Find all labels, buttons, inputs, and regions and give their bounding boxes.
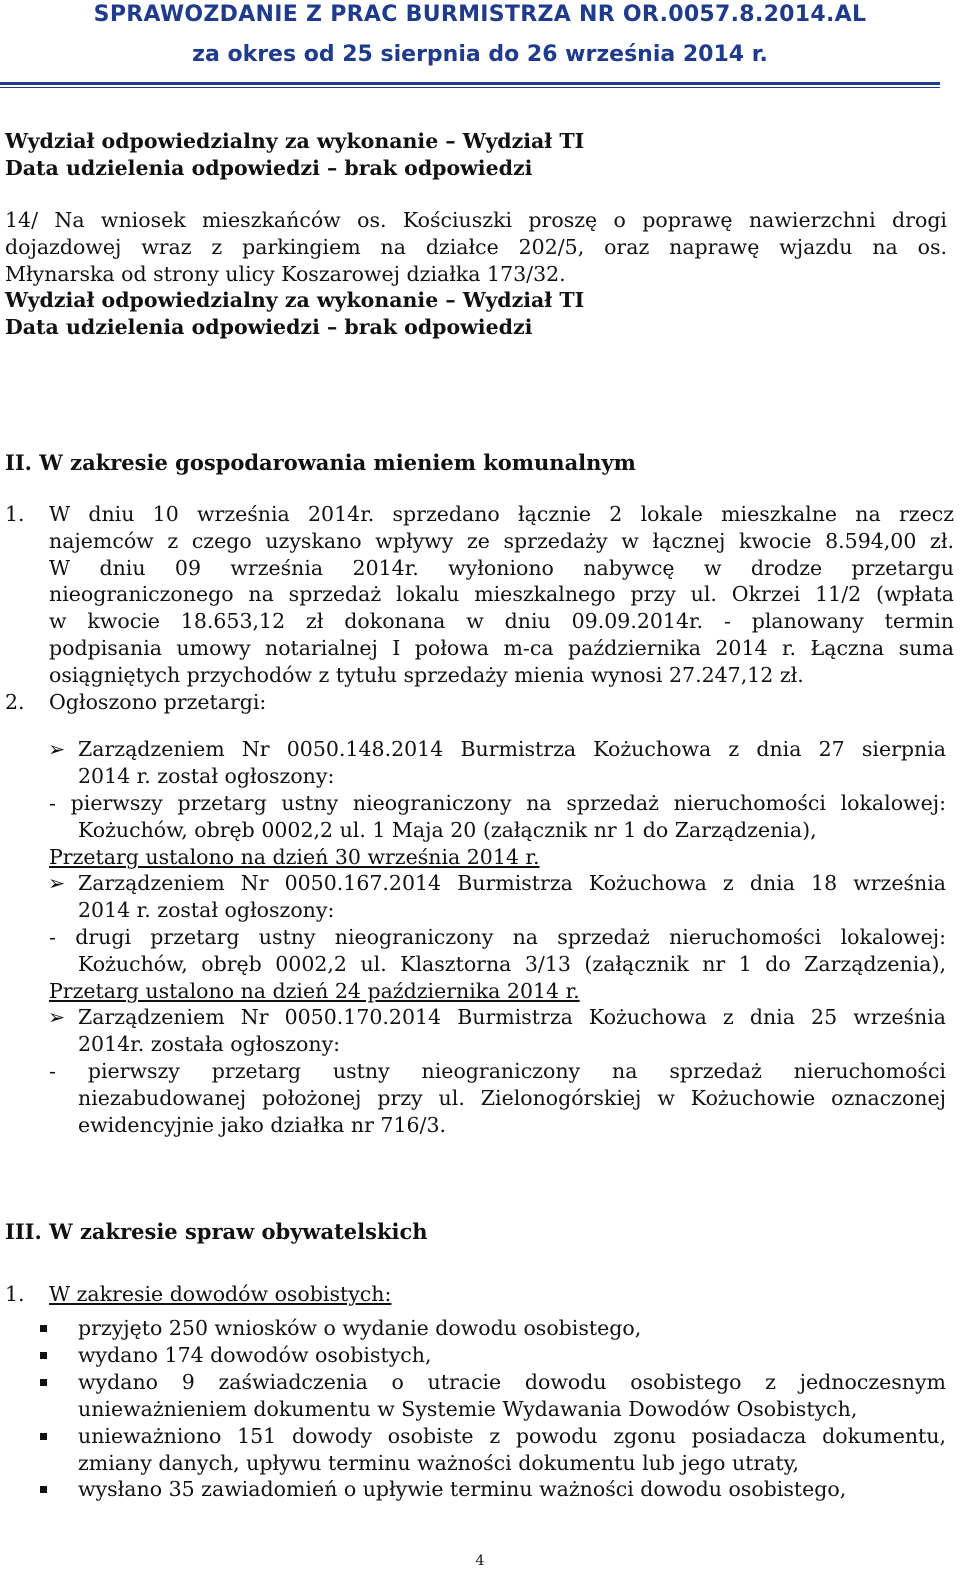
paragraph-line: w kwocie 18.653,12 zł dokonana w dniu 09.09.2014r. - planowany termin [49, 609, 954, 634]
announcement-line: Zarządzeniem Nr 0050.167.2014 Burmistrza Kożuchowa z dnia 18 września [78, 871, 946, 895]
paragraph-text: Ogłoszono przetargi: [49, 690, 267, 714]
square-bullet-icon [40, 1486, 47, 1493]
list-item-text: wydano 9 zaświadczenia o utracie dowodu osobistego z jednoczesnym [78, 1370, 946, 1394]
square-bullet-icon [40, 1325, 47, 1332]
announcement-line: 2014 r. został ogłoszony: [78, 764, 335, 788]
tender-description: Kożuchów, obręb 0002,2 ul. Klasztorna 3/13 (załącznik nr 1 do Zarządzenia), [78, 952, 946, 976]
report-period: za okres od 25 sierpnia do 26 września 2014 r. [192, 42, 768, 67]
tender-description: - pierwszy przetarg ustny nieograniczony na sprzedaż nieruchomości lokalowej: [49, 791, 946, 815]
tender-announcement [0, 870, 950, 1005]
tender-description: niezabudowanej położonej przy ul. Zielonogórskiej w Kożuchowie oznaczonej [78, 1086, 946, 1110]
paragraph-line: W dniu 09 września 2014r. wyłoniono nabywcę w drodze przetargu [49, 555, 954, 580]
paragraph-line: nieograniczonego na sprzedaż lokalu mieszkalnego przy ul. Okrzei 11/2 (wpłata [49, 582, 954, 607]
paragraph-text [49, 501, 954, 689]
answer-date: Data udzielenia odpowiedzi – brak odpowiedzi [5, 315, 533, 340]
list-item-text: unieważniono 151 dowody osobiste z powodu zgonu posiadacza dokumentu, [78, 1424, 946, 1448]
paragraph-line: W dniu 10 września 2014r. sprzedano łącznie 2 lokale mieszkalne na rzecz [49, 502, 954, 526]
list-item [0, 1315, 950, 1342]
square-bullet-icon [40, 1379, 47, 1386]
tender-announcement [0, 736, 950, 871]
paragraph-title: W zakresie dowodów osobistych: [49, 1282, 392, 1306]
paragraph-number: 1. [5, 502, 25, 526]
header-rule-thick [0, 82, 940, 85]
request-line: 14/ Na wniosek mieszkańców os. Kościuszki proszę o poprawę nawierzchni drogi [5, 208, 947, 232]
paragraph-line: osiągniętych przychodów z tytułu sprzedaży mienia wynosi 27.247,12 zł. [49, 662, 804, 687]
report-title: SPRAWOZDANIE Z PRAC BURMISTRZA NR OR.0057.8.2014.AL [93, 2, 867, 27]
numbered-paragraph-1 [5, 501, 954, 691]
list-item-text: unieważnieniem dokumentu w Systemie Wydawania Dowodów Osobistych, [78, 1397, 858, 1421]
tender-description: - drugi przetarg ustny nieograniczony na sprzedaż nieruchomości lokalowej: [49, 925, 946, 949]
section-heading-ii: II. W zakresie gospodarowania mieniem komunalnym [5, 450, 636, 475]
paragraph-number: 1. [5, 1282, 25, 1306]
header-rule-thin [0, 87, 940, 88]
tender-description: - pierwszy przetarg ustny nieograniczony na sprzedaż nieruchomości [49, 1059, 946, 1083]
square-bullet-icon [40, 1433, 47, 1440]
arrow-bullet-icon: ➢ [48, 1005, 66, 1029]
list-item-text: przyjęto 250 wniosków o wydanie dowodu osobistego, [78, 1316, 642, 1340]
request-item-14 [5, 207, 947, 341]
list-item-text: wydano 174 dowodów osobistych, [78, 1343, 432, 1367]
page-number: 4 [475, 1553, 485, 1569]
list-item [0, 1476, 950, 1503]
tender-description: Kożuchów, obręb 0002,2 ul. 1 Maja 20 (załącznik nr 1 do Zarządzenia), [78, 818, 817, 842]
announcement-line: 2014r. została ogłoszony: [78, 1032, 341, 1056]
responsible-department: Wydział odpowiedzialny za wykonanie – Wydział TI [5, 288, 585, 313]
paragraph-number: 2. [5, 690, 25, 714]
paragraph-line: podpisania umowy notarialnej I połowa m-ca października 2014 r. Łączna suma [49, 635, 954, 660]
request-line: Młynarska od strony ulicy Koszarowej działka 173/32. [5, 261, 566, 286]
list-item-text: wysłano 35 zawiadomień o upływie terminu ważności dowodu osobistego, [78, 1477, 847, 1501]
announcement-line: 2014 r. został ogłoszony: [78, 898, 335, 922]
answer-date: Data udzielenia odpowiedzi – brak odpowiedzi [5, 156, 533, 180]
responsible-department: Wydział odpowiedzialny za wykonanie – Wydział TI [5, 129, 585, 153]
document-header [0, 0, 960, 92]
tender-announcement [0, 1004, 950, 1139]
paragraph-line: najemców z czego uzyskano wpływy ze sprzedaży w łącznej kwocie 8.594,00 zł. [49, 528, 954, 553]
list-item [0, 1423, 950, 1477]
list-item-text: zmiany danych, upływu terminu ważności dokumentu lub jego utraty, [78, 1451, 800, 1475]
square-bullet-icon [40, 1352, 47, 1359]
tender-description: ewidencyjnie jako działka nr 716/3. [78, 1113, 446, 1137]
arrow-bullet-icon: ➢ [48, 871, 66, 895]
tender-date: Przetarg ustalono na dzień 24 października 2014 r. [49, 979, 580, 1003]
request-line: dojazdowej wraz z parkingiem na działce 202/5, oraz naprawę wjazdu na os. [5, 234, 947, 259]
arrow-bullet-icon: ➢ [48, 737, 66, 761]
announcement-line: Zarządzeniem Nr 0050.170.2014 Burmistrza Kożuchowa z dnia 25 września [78, 1005, 946, 1029]
list-item [0, 1342, 950, 1369]
numbered-paragraph-2 [5, 689, 950, 716]
section-heading-iii: III. W zakresie spraw obywatelskich [5, 1219, 428, 1244]
tender-date: Przetarg ustalono na dzień 30 września 2014 r. [49, 845, 540, 869]
list-item [0, 1369, 950, 1423]
announcement-line: Zarządzeniem Nr 0050.148.2014 Burmistrza Kożuchowa z dnia 27 sierpnia [78, 737, 946, 761]
numbered-paragraph-1 [5, 1281, 950, 1308]
